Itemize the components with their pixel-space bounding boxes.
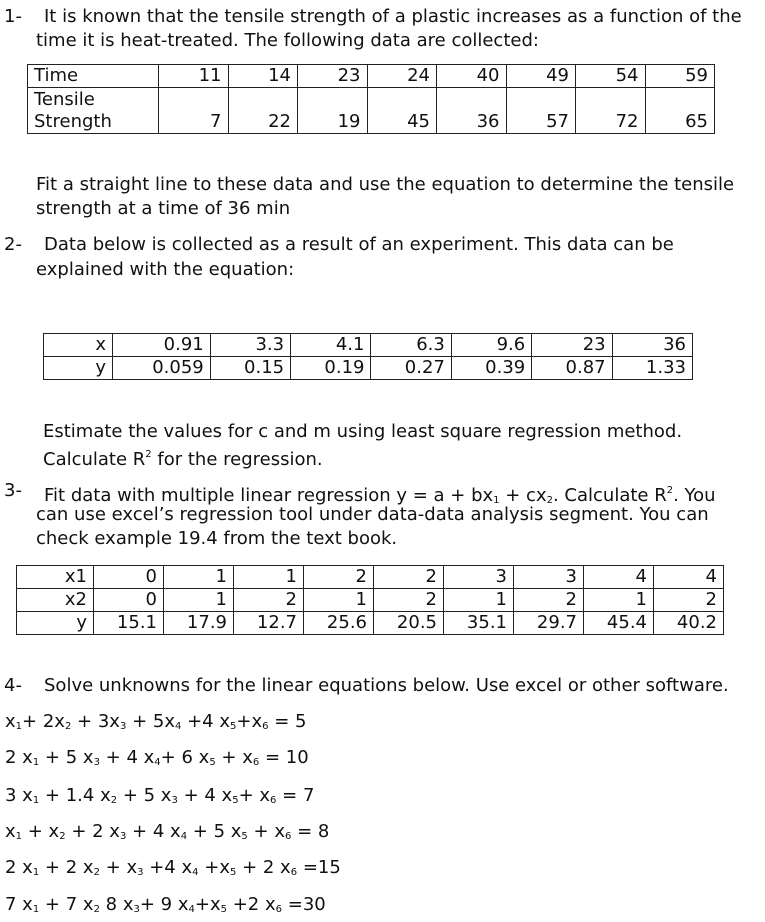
equation-subscript: 2 [93,867,100,878]
q3-y-cell: 45.4 [584,612,654,635]
q1-time-cell: 14 [228,65,298,88]
q1-time-cell: 59 [645,65,715,88]
equation-4 [5,820,329,849]
equation-subscript: 6 [284,831,292,842]
equation-term: + 2x [22,711,65,732]
q3-y-cell: 12.7 [234,612,304,635]
q2-task-line1: Estimate the values for c and m using least square regression method. [43,421,683,442]
equation-subscript: 2 [110,795,118,806]
q2-y-row [44,357,693,380]
q3-x1-cell: 2 [304,566,374,589]
equation-2 [5,746,309,775]
q3-x2-cell: 1 [444,589,514,612]
q1-strength-label [28,88,159,134]
equation-subscript: 1 [32,904,40,915]
q2-x-row [44,334,693,357]
equation-term: = 5 [268,711,307,732]
equation-term: + x [215,747,253,768]
q2-y-cell: 1.33 [612,357,692,380]
q2-y-cell: 0.059 [113,357,211,380]
equation-subscript: 3 [171,795,178,806]
q3-x2-cell: 2 [514,589,584,612]
q2-task-line2-pre: Calculate R [43,449,146,470]
equation-subscript: 1 [15,831,23,842]
equation-term: +4 x [143,857,193,878]
q3-line1-a: Fit data with multiple linear regression y = a + bx [44,485,494,506]
q3-y-cell: 25.6 [304,612,374,635]
q3-y-cell: 15.1 [94,612,164,635]
equation-subscript: 3 [119,721,127,732]
q3-x2-cell: 2 [654,589,724,612]
q2-x-cell: 3.3 [210,334,290,357]
q2-data-table [43,333,693,380]
q1-strength-cell: 72 [576,88,646,134]
equation-subscript: 5 [220,904,227,915]
equation-5 [5,856,341,885]
q2-x-cell: 36 [612,334,692,357]
q3-y-cell: 20.5 [374,612,444,635]
q3-text-line2: can use excel’s regression tool under data-data analysis segment. You can [36,504,709,525]
equation-subscript: 3 [93,757,100,768]
q2-y-cell: 0.87 [532,357,612,380]
equation-subscript: 3 [137,867,144,878]
q3-y-cell: 29.7 [514,612,584,635]
equation-subscript: 4 [188,904,195,915]
equation-term: = 7 [276,785,315,806]
q1-task-line1: Fit a straight line to these data and use the equation to determine the tensile [36,174,735,195]
q2-x-cell: 6.3 [371,334,451,357]
equation-subscript: 4 [174,721,182,732]
q3-x1-cell: 0 [94,566,164,589]
equation-term: + 4 x [126,821,181,842]
equation-term: + x [22,821,60,842]
q3-line1-sup: 2 [666,485,674,496]
q2-x-cell: 4.1 [291,334,371,357]
q3-y-cell: 17.9 [164,612,234,635]
q1-time-cell: 24 [367,65,437,88]
q3-line1-b: + cx [499,485,547,506]
equation-subscript: 4 [154,757,161,768]
equation-term: x [5,711,16,732]
q3-x1-cell: 4 [584,566,654,589]
q3-x2-cell: 0 [94,589,164,612]
q2-x-label: x [44,334,113,357]
q1-time-label: Time [28,65,159,88]
equation-subscript: 1 [15,721,23,732]
equation-term: + 3x [71,711,120,732]
q3-line1-c: . Calculate R [552,485,667,506]
q3-x2-cell: 1 [304,589,374,612]
q1-strength-cell: 36 [437,88,507,134]
q1-strength-label-a: Tensile [34,89,95,110]
q2-task-line2 [43,443,323,472]
equation-term: + 2 x [39,857,94,878]
q1-strength-cell: 45 [367,88,437,134]
equation-6 [5,893,326,922]
q1-time-row [28,65,715,88]
equation-subscript: 5 [230,721,237,732]
equation-term: + 4 x [99,747,155,768]
equation-subscript: 6 [275,904,283,915]
equation-term: + x [247,821,285,842]
equation-term: 8 x [99,894,134,915]
q3-x1-cell: 3 [444,566,514,589]
q2-x-cell: 23 [532,334,612,357]
q2-y-cell: 0.15 [210,357,290,380]
equation-term: +2 x [227,894,276,915]
q3-x2-row [17,589,724,612]
q3-line1-sub1: 1 [493,495,500,506]
q4-text-line1: Solve unknowns for the linear equations below. Use excel or other software. [44,675,729,696]
equation-term: + 4 x [177,785,233,806]
equation-term: + 5 x [39,747,94,768]
q3-x2-label: x2 [17,589,94,612]
equation-1 [5,710,306,739]
q1-text-line1: It is known that the tensile strength of a plastic increases as a function of the [44,6,742,27]
q2-text-line1: Data below is collected as a result of an experiment. This data can be [44,234,674,255]
equation-term: + 2 x [236,857,291,878]
equation-term: + 1.4 x [39,785,111,806]
q2-y-cell: 0.39 [451,357,531,380]
q3-data-table [16,565,724,635]
q1-strength-cell: 65 [645,88,715,134]
q3-x2-cell: 2 [374,589,444,612]
equation-term: 7 x [5,894,33,915]
equation-subscript: 2 [59,831,66,842]
equation-subscript: 1 [32,757,40,768]
equation-term: + x [238,785,271,806]
equation-term: + 7 x [39,894,94,915]
q1-time-cell: 23 [298,65,368,88]
q1-time-cell: 54 [576,65,646,88]
equation-term: + 5x [126,711,175,732]
equation-subscript: 5 [241,831,248,842]
q3-x1-label: x1 [17,566,94,589]
equation-term: =15 [297,857,341,878]
equation-term: 3 x [5,785,33,806]
equation-subscript: 1 [32,795,40,806]
equation-term: + 6 x [160,747,210,768]
equation-term: +x [198,857,230,878]
q2-y-cell: 0.27 [371,357,451,380]
q3-x2-cell: 2 [234,589,304,612]
q2-x-cell: 9.6 [451,334,531,357]
q4-number: 4- [4,675,22,696]
equation-term: + 2 x [65,821,120,842]
q1-strength-cell: 7 [159,88,229,134]
q3-x1-row [17,566,724,589]
equation-subscript: 1 [32,867,40,878]
q1-task-line2: strength at a time of 36 min [36,198,291,219]
q1-time-cell: 40 [437,65,507,88]
equation-subscript: 4 [192,867,199,878]
q3-y-cell: 40.2 [654,612,724,635]
equation-subscript: 3 [119,831,127,842]
q3-x1-cell: 1 [234,566,304,589]
equation-term: =30 [282,894,326,915]
q2-x-cell: 0.91 [113,334,211,357]
equation-term: 2 x [5,747,33,768]
equation-term: + 9 x [139,894,189,915]
q3-y-label: y [17,612,94,635]
equation-subscript: 5 [229,867,237,878]
equation-term: 2 x [5,857,33,878]
q1-number: 1- [4,6,22,27]
equation-subscript: 5 [232,795,239,806]
equation-subscript: 5 [209,757,216,768]
equation-subscript: 6 [270,795,277,806]
q3-x1-cell: 3 [514,566,584,589]
q3-number: 3- [4,480,22,501]
equation-subscript: 3 [133,904,140,915]
q1-strength-row [28,88,715,134]
q2-number: 2- [4,234,22,255]
equation-term: x [5,821,16,842]
q3-x2-cell: 1 [164,589,234,612]
q1-text-line2: time it is heat-treated. The following data are collected: [36,30,539,51]
q2-task-line2-post: for the regression. [151,449,323,470]
equation-term: +x [194,894,221,915]
equation-3 [5,784,314,813]
q3-x1-cell: 2 [374,566,444,589]
q2-text-line2: explained with the equation: [36,259,295,280]
q3-x1-cell: 4 [654,566,724,589]
equation-subscript: 2 [93,904,100,915]
equation-subscript: 4 [180,831,188,842]
q1-data-table [27,64,715,134]
equation-subscript: 2 [64,721,72,732]
q1-time-cell: 11 [159,65,229,88]
equation-term: = 8 [291,821,330,842]
q2-y-label: y [44,357,113,380]
q1-strength-cell: 22 [228,88,298,134]
equation-term: = 10 [259,747,309,768]
equation-term: +x [236,711,263,732]
q1-strength-label-b: Strength [34,111,112,132]
equation-subscript: 6 [290,867,298,878]
equation-term: + 5 x [117,785,172,806]
q3-x1-cell: 1 [164,566,234,589]
equation-subscript: 6 [252,757,260,768]
q2-y-cell: 0.19 [291,357,371,380]
equation-term: + x [99,857,138,878]
q3-line1-d: . You [673,485,716,506]
q3-text-line3: check example 19.4 from the text book. [36,528,398,549]
q1-strength-cell: 57 [506,88,576,134]
q2-task-line2-sup: 2 [145,449,152,460]
q3-y-row [17,612,724,635]
q3-y-cell: 35.1 [444,612,514,635]
equation-term: + 5 x [187,821,242,842]
equation-term: +4 x [181,711,230,732]
q1-time-cell: 49 [506,65,576,88]
q3-line1-sub2: 2 [546,495,553,506]
q1-strength-cell: 19 [298,88,368,134]
q3-x2-cell: 1 [584,589,654,612]
equation-subscript: 6 [262,721,269,732]
